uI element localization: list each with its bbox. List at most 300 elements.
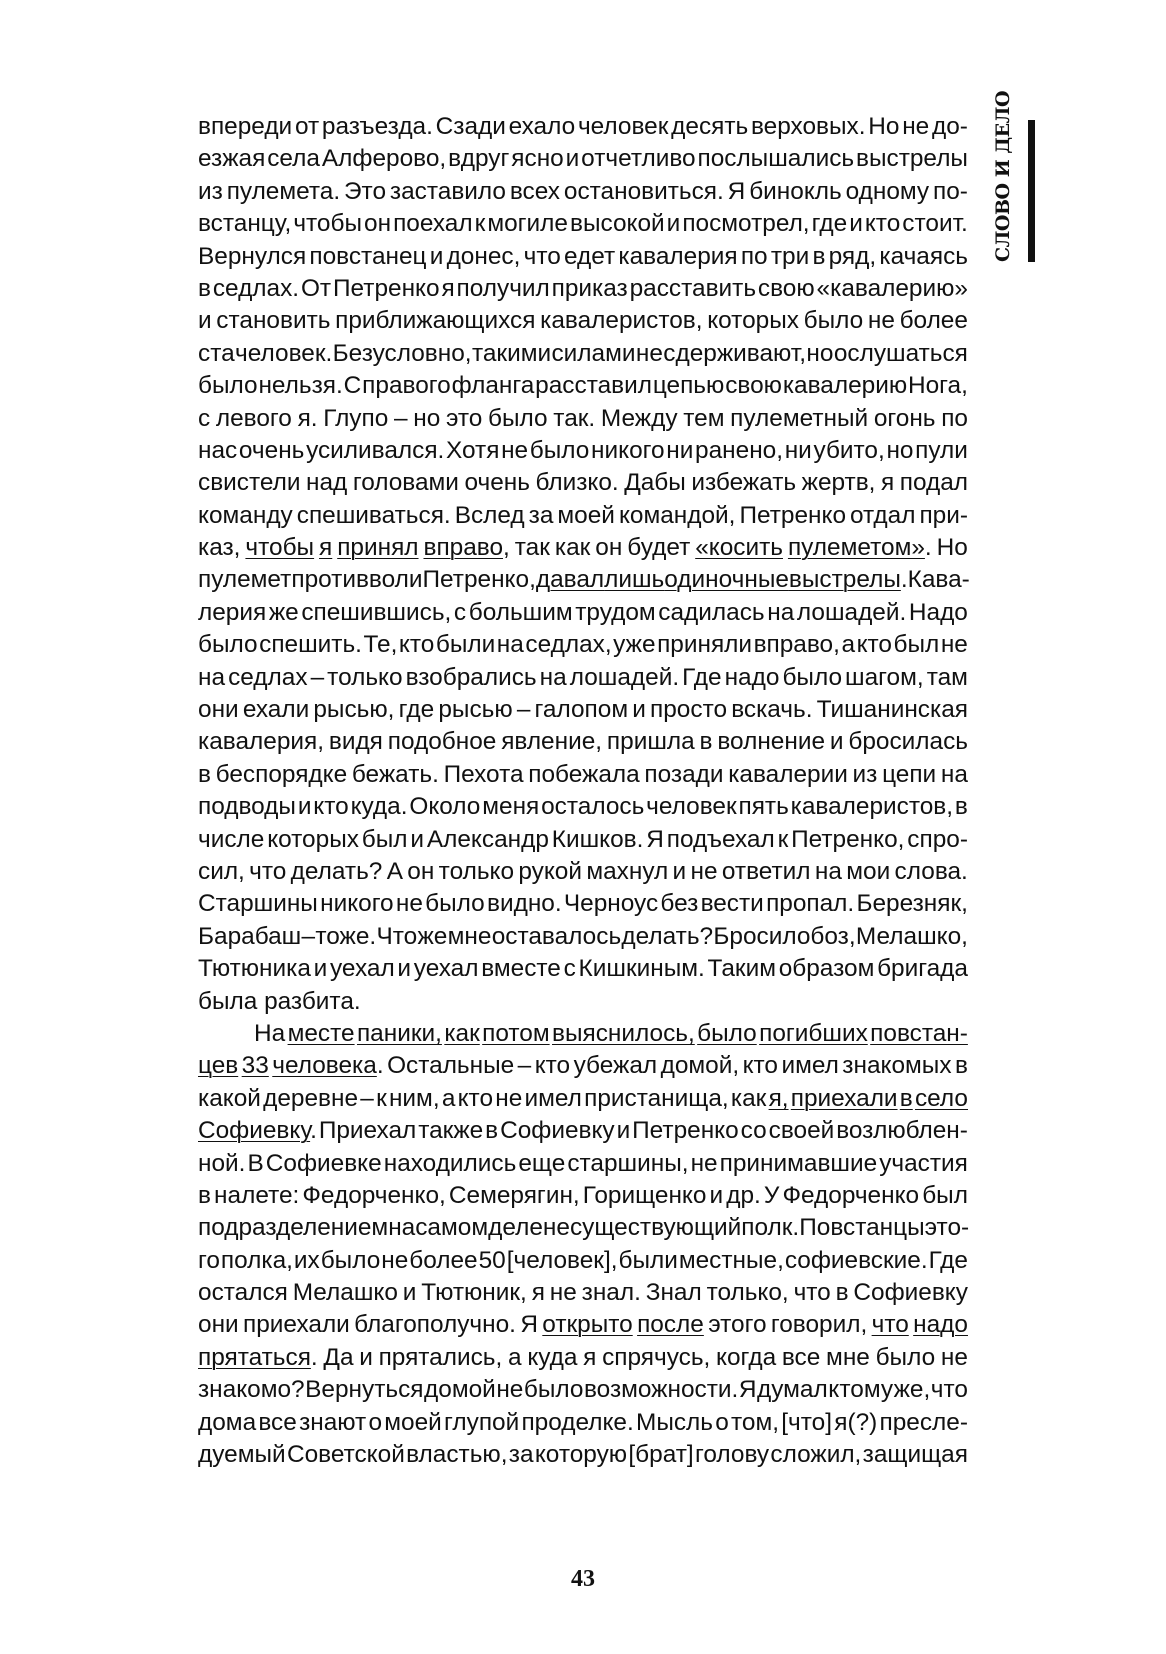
- word: [791, 824, 904, 856]
- text-run: пули: [915, 436, 968, 464]
- text-run: с: [198, 404, 211, 432]
- text-run: чтобы: [293, 210, 362, 238]
- text-run: говорил,: [770, 1311, 868, 1339]
- text-run: возлюблен-: [836, 1117, 968, 1145]
- underlined-text: открыто: [542, 1311, 633, 1339]
- body-text: [198, 111, 968, 1471]
- text-run: и: [709, 1181, 724, 1209]
- word: [415, 1212, 488, 1244]
- word: [518, 856, 582, 888]
- text-line: [198, 532, 968, 564]
- text-run: остался: [198, 1279, 288, 1307]
- underlined-text: повстан-: [870, 1019, 968, 1047]
- word: [653, 370, 724, 402]
- word: [458, 1083, 493, 1115]
- text-run: Тишанинская: [816, 696, 968, 724]
- text-run: мне: [447, 922, 492, 950]
- word: [557, 500, 615, 532]
- word: [384, 1407, 442, 1439]
- word: [613, 629, 655, 661]
- word: [524, 241, 561, 273]
- text-run: ехало: [508, 113, 576, 140]
- text-run: никого: [591, 436, 665, 464]
- word: [227, 176, 340, 208]
- text-run: 50: [478, 1246, 506, 1274]
- word: [717, 726, 825, 758]
- word: [441, 273, 454, 305]
- word: [520, 1309, 538, 1341]
- text-run: он: [595, 534, 623, 562]
- word: [932, 111, 968, 143]
- word: [327, 662, 402, 694]
- word: [423, 564, 536, 596]
- text-run: на: [198, 663, 226, 691]
- text-line: [198, 1115, 968, 1147]
- text-run: были: [618, 1246, 678, 1274]
- text-run: поехал: [393, 210, 473, 238]
- word: [802, 467, 876, 499]
- word: [457, 273, 550, 305]
- word: [198, 143, 265, 175]
- text-run: каз,: [198, 534, 241, 562]
- text-line: [198, 1245, 968, 1277]
- word: [309, 241, 426, 273]
- text-run: донес,: [446, 242, 521, 270]
- text-run: они: [198, 696, 239, 724]
- logo-text: СЛОВО И ДЕЛО: [992, 91, 1014, 262]
- text-run: которую: [534, 1441, 628, 1469]
- text-line: [198, 1212, 968, 1244]
- text-run: деле: [488, 1214, 543, 1242]
- text-run: В: [247, 1149, 264, 1177]
- text-run: к: [777, 825, 789, 853]
- word: [198, 1050, 238, 1082]
- text-line: [198, 305, 968, 337]
- text-run: голову: [695, 1441, 770, 1469]
- word: [323, 403, 388, 435]
- word: [785, 1245, 928, 1277]
- text-run: пришла: [606, 728, 695, 756]
- text-run: в: [954, 1052, 968, 1080]
- word: [650, 694, 727, 726]
- word: [794, 1277, 831, 1309]
- word: [288, 1018, 355, 1050]
- text-run: не: [381, 1246, 409, 1274]
- word: [272, 1050, 383, 1082]
- text-run: до-: [931, 113, 968, 140]
- word: [564, 176, 724, 208]
- word: [364, 629, 398, 661]
- text-run: не: [940, 631, 968, 659]
- text-line: [198, 241, 968, 273]
- text-run: там: [926, 663, 968, 691]
- text-run: знакомых: [842, 1052, 952, 1080]
- word: [247, 1148, 263, 1180]
- word: [567, 1148, 688, 1180]
- text-run: десять: [671, 113, 749, 140]
- text-run: Петренко: [739, 501, 847, 529]
- text-run: кавалеристов,: [540, 307, 703, 335]
- text-run: Что: [376, 922, 418, 950]
- text-run: а: [841, 631, 856, 659]
- text-run: это: [445, 404, 483, 432]
- text-run: сложил,: [770, 1441, 862, 1469]
- word: [779, 953, 875, 985]
- word: [552, 1018, 695, 1050]
- word: [619, 500, 736, 532]
- text-run: подал: [899, 469, 968, 497]
- text-run: левого: [215, 404, 292, 432]
- text-run: знают: [299, 1408, 367, 1436]
- text-run: просто: [650, 696, 728, 724]
- word: [708, 1309, 766, 1341]
- word: [306, 435, 444, 467]
- text-line: [198, 403, 968, 435]
- word: [423, 532, 509, 564]
- word: [661, 1050, 740, 1082]
- word: [697, 143, 854, 175]
- text-run: одному: [845, 177, 930, 205]
- word: [509, 111, 576, 143]
- text-run: со: [740, 1117, 767, 1145]
- text-run: остановиться.: [563, 177, 724, 205]
- word: [853, 759, 878, 791]
- word: [564, 953, 576, 985]
- word: [482, 791, 539, 823]
- word: [298, 403, 318, 435]
- text-run: оставалось: [491, 922, 622, 950]
- word: [602, 1342, 710, 1374]
- word: [909, 597, 968, 629]
- word: [198, 1245, 220, 1277]
- text-run: властью,: [406, 1441, 508, 1469]
- word: [305, 1374, 423, 1406]
- text-run: более: [409, 1246, 478, 1274]
- underlined-text: 33: [241, 1052, 269, 1080]
- text-run: не: [940, 1343, 968, 1371]
- word: [720, 1148, 878, 1180]
- text-run: человек: [577, 113, 669, 140]
- underlined-text: я: [319, 534, 333, 562]
- word: [815, 856, 842, 888]
- text-run: и: [616, 1117, 631, 1145]
- word: [287, 1439, 405, 1471]
- word: [788, 532, 932, 564]
- text-run: кто: [856, 631, 892, 659]
- text-run: отдал: [850, 501, 916, 529]
- text-run: др.: [726, 1181, 761, 1209]
- text-run: нас: [198, 436, 238, 464]
- word: [293, 1277, 398, 1309]
- text-run: на: [539, 663, 567, 691]
- word: [691, 1148, 718, 1180]
- text-run: было: [488, 404, 548, 432]
- text-run: ним,: [388, 1084, 440, 1112]
- text-line: [198, 1180, 968, 1212]
- text-run: имел: [781, 1052, 839, 1080]
- text-run: в: [835, 1279, 849, 1307]
- text-run: никого: [320, 890, 394, 918]
- text-run: огонь: [873, 404, 936, 432]
- word: [198, 467, 300, 499]
- word: [695, 435, 783, 467]
- text-run: на: [814, 857, 842, 885]
- word: [617, 1115, 631, 1147]
- word: [683, 403, 724, 435]
- word: [438, 694, 512, 726]
- text-run: Петренко: [632, 1117, 739, 1145]
- text-run: близко.: [535, 469, 619, 497]
- text-run: дома: [198, 1408, 257, 1436]
- word: [485, 1115, 498, 1147]
- word: [908, 564, 970, 596]
- text-run: не: [549, 1279, 577, 1307]
- text-line: [198, 824, 968, 856]
- text-run: так.: [553, 404, 596, 432]
- text-line: [198, 143, 968, 175]
- text-run: Вернуться: [305, 1376, 424, 1404]
- word: [848, 726, 968, 758]
- text-run: Петренко,: [422, 566, 536, 594]
- word: [868, 305, 895, 337]
- word: [258, 370, 342, 402]
- text-run: ста: [198, 339, 235, 367]
- word: [314, 953, 328, 985]
- word: [406, 662, 537, 694]
- text-run: было: [198, 631, 258, 659]
- text-run: кавалерия,: [198, 728, 324, 756]
- text-run: лошадей.: [569, 663, 680, 691]
- word: [646, 791, 736, 823]
- word: [198, 1180, 211, 1212]
- text-run: старшины,: [567, 1149, 689, 1177]
- word: [495, 1083, 522, 1115]
- text-run: –: [517, 1052, 532, 1080]
- word: [479, 1245, 506, 1277]
- text-run: высокой: [569, 210, 665, 238]
- text-run: повстанец: [309, 242, 427, 270]
- word: [535, 370, 652, 402]
- word: [449, 1180, 580, 1212]
- word: [667, 824, 775, 856]
- word: [258, 1407, 296, 1439]
- word: [583, 1342, 596, 1374]
- text-line: [198, 370, 968, 402]
- text-run: Где: [682, 663, 722, 691]
- text-run: я.: [297, 404, 318, 432]
- text-run: где: [811, 210, 848, 238]
- text-run: убежал: [573, 1052, 658, 1080]
- underlined-text: село: [914, 1084, 968, 1112]
- text-run: Семерягин,: [448, 1181, 580, 1209]
- word: [579, 953, 705, 985]
- word: [362, 824, 408, 856]
- word: [198, 435, 237, 467]
- word: [782, 662, 842, 694]
- word: [570, 1212, 741, 1244]
- word: [387, 1050, 514, 1082]
- text-run: Глупо: [323, 404, 389, 432]
- word: [333, 273, 440, 305]
- word: [583, 1180, 707, 1212]
- text-run: возможности.: [583, 1376, 739, 1404]
- word: [919, 500, 968, 532]
- word: [198, 629, 258, 661]
- text-run: был: [922, 1181, 968, 1209]
- word: [663, 338, 806, 370]
- text-run: едет: [564, 242, 616, 270]
- word: [298, 791, 312, 823]
- text-run: что: [793, 1279, 831, 1307]
- text-run: и: [849, 210, 863, 238]
- word: [448, 143, 509, 175]
- text-run: кто: [398, 631, 435, 659]
- word: [259, 629, 362, 661]
- text-run: не: [902, 113, 930, 140]
- word: [584, 1374, 738, 1406]
- word: [397, 953, 411, 985]
- word: [636, 1407, 713, 1439]
- word: [291, 856, 383, 888]
- text-run: подводы: [198, 793, 296, 821]
- text-run: что: [523, 242, 561, 270]
- text-run: вправо,: [753, 631, 840, 659]
- text-run: был: [361, 825, 408, 853]
- word: [198, 1212, 388, 1244]
- word: [335, 305, 535, 337]
- side-logo: [992, 91, 1038, 270]
- text-run: по-: [933, 177, 968, 205]
- word: [198, 759, 211, 791]
- word: [221, 1245, 293, 1277]
- text-run: правого: [362, 372, 451, 400]
- text-run: участия: [879, 1149, 968, 1177]
- text-run: подъехал: [666, 825, 775, 853]
- word: [497, 629, 524, 661]
- text-run: видя: [328, 728, 383, 756]
- text-run: прятались,: [378, 1343, 503, 1371]
- text-run: куда.: [350, 793, 408, 821]
- word: [421, 1277, 527, 1309]
- word: [553, 403, 595, 435]
- word: [267, 824, 359, 856]
- underlined-text: вправо: [423, 534, 504, 562]
- word: [313, 791, 348, 823]
- word: [528, 759, 639, 791]
- text-run: расставил: [535, 372, 652, 400]
- word: [658, 597, 764, 629]
- text-run: куда: [527, 1343, 578, 1371]
- text-line: [198, 791, 968, 823]
- text-run: я: [441, 274, 455, 302]
- text-run: деревне: [263, 1084, 359, 1112]
- word: [769, 1115, 835, 1147]
- word: [632, 1115, 739, 1147]
- word: [836, 1277, 849, 1309]
- underlined-text: как: [444, 1019, 480, 1047]
- word: [879, 241, 968, 273]
- word: [198, 824, 264, 856]
- word: [766, 888, 854, 920]
- text-run: явление,: [501, 728, 603, 756]
- word: [900, 467, 968, 499]
- word: [955, 1050, 968, 1082]
- text-line: [198, 921, 968, 953]
- word: [644, 759, 723, 791]
- word: [695, 1439, 769, 1471]
- text-run: своей: [768, 1117, 835, 1145]
- text-run: .: [376, 1052, 384, 1080]
- text-run: том,: [731, 1408, 780, 1436]
- text-run: ,: [503, 534, 510, 562]
- word: [321, 1245, 381, 1277]
- word: [552, 824, 644, 856]
- word: [454, 597, 466, 629]
- text-run: было: [198, 372, 258, 400]
- word: [741, 1115, 767, 1147]
- text-run: от: [294, 113, 320, 140]
- word: [387, 856, 403, 888]
- word: [518, 1050, 532, 1082]
- text-run: беспорядке: [215, 760, 348, 788]
- word: [830, 726, 844, 758]
- underlined-text: надо: [913, 1311, 968, 1339]
- text-run: Нога,: [908, 372, 968, 400]
- text-run: кавалерии: [728, 760, 848, 788]
- text-run: расставить: [629, 274, 757, 302]
- word: [496, 1374, 523, 1406]
- text-run: заставило: [389, 177, 506, 205]
- text-run: домой: [424, 1376, 496, 1404]
- text-run: ясно: [511, 145, 564, 173]
- text-run: верховых.: [751, 113, 866, 140]
- text-line: [198, 1018, 968, 1050]
- word: [364, 208, 391, 240]
- text-run: Повстанцы: [799, 1214, 925, 1242]
- text-run: большим: [468, 598, 573, 626]
- text-run: пять: [738, 793, 789, 821]
- text-run: Я: [520, 1311, 538, 1339]
- text-run: рукой: [518, 857, 582, 885]
- word: [384, 1148, 517, 1180]
- text-run: Да: [323, 1343, 354, 1371]
- word: [249, 856, 286, 888]
- word: [315, 921, 376, 953]
- word: [393, 208, 473, 240]
- word: [532, 1277, 545, 1309]
- word: [781, 1050, 838, 1082]
- word: [198, 338, 235, 370]
- text-line: [198, 694, 968, 726]
- underlined-text: давал: [535, 566, 605, 594]
- underlined-text: Софиевку: [198, 1117, 311, 1145]
- text-run: свою: [757, 274, 815, 302]
- text-run: Советской: [286, 1441, 405, 1469]
- word: [540, 662, 567, 694]
- word: [621, 921, 713, 953]
- text-run: я(?): [834, 1408, 878, 1436]
- word: [319, 532, 332, 564]
- text-run: из: [852, 760, 878, 788]
- text-run: Горищенко: [582, 1181, 707, 1209]
- text-run: над: [306, 469, 348, 497]
- text-run: –: [516, 696, 531, 724]
- text-run: пропал.: [766, 890, 855, 918]
- text-run: пулемет: [198, 566, 292, 594]
- text-run: мои: [846, 857, 891, 885]
- word: [894, 629, 940, 661]
- text-line: [198, 564, 968, 596]
